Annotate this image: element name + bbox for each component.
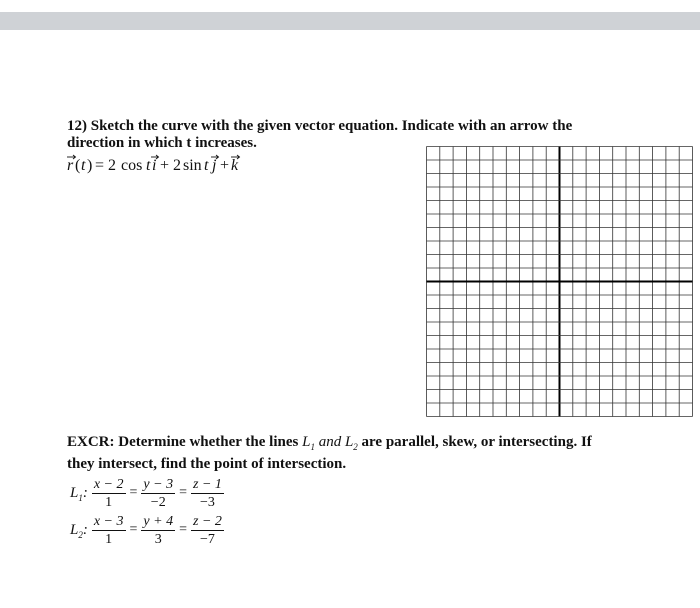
svg-text:(: ( xyxy=(75,157,81,174)
excr-problem xyxy=(67,434,627,473)
svg-text:t: t xyxy=(204,157,209,174)
l1-fraction-x xyxy=(92,476,126,511)
excr-line-1-part-a: EXCR: Determine whether the lines xyxy=(67,434,299,450)
grid-svg[interactable] xyxy=(426,146,693,417)
l1-fraction-z xyxy=(191,476,224,511)
l1-fy-den: −2 xyxy=(150,495,166,510)
l2-colon: : xyxy=(82,521,88,538)
svg-text:= 2: = 2 xyxy=(95,157,117,174)
line-equation-l2 xyxy=(70,513,226,548)
svg-text:): ) xyxy=(87,157,93,174)
l1-fraction-y xyxy=(141,476,175,511)
l1-name-sub: 1 xyxy=(78,492,83,503)
l2-fy-num: y + 4 xyxy=(143,514,174,529)
l1-name-letter: L xyxy=(70,484,79,501)
l2-letter: L xyxy=(344,434,354,450)
l1-name xyxy=(70,485,88,503)
svg-text:i: i xyxy=(152,157,157,174)
l1-eq-2: = xyxy=(179,484,187,500)
l2-name-sub: 2 xyxy=(78,529,83,540)
svg-text:t: t xyxy=(146,157,151,174)
problem-12-line-2: direction in which t increases. xyxy=(67,135,257,151)
l1-fz-num: z − 1 xyxy=(193,477,222,492)
l1-fx-den: 1 xyxy=(105,495,113,510)
l1-sub: 1 xyxy=(310,442,315,452)
l2-fx-num: x − 3 xyxy=(93,514,124,529)
svg-text:k: k xyxy=(231,157,239,174)
svg-text:+: + xyxy=(220,157,230,174)
l1-fx-num: x − 2 xyxy=(93,477,124,492)
l1-colon: : xyxy=(82,484,88,501)
l2-fraction-y xyxy=(141,513,175,548)
svg-text:sin: sin xyxy=(183,157,202,174)
top-bar xyxy=(0,12,700,30)
l2-eq-1: = xyxy=(129,521,138,537)
l2-fz-den: −7 xyxy=(200,532,215,547)
l2-fraction-x xyxy=(92,513,126,548)
svg-text:j: j xyxy=(212,157,217,174)
l2-fy-den: 3 xyxy=(154,532,162,547)
l2-fx-den: 1 xyxy=(105,532,113,547)
line-equation-l1 xyxy=(70,476,226,511)
problem-12-line-1: 12) Sketch the curve with the given vector equation. Indicate with an arrow the xyxy=(67,118,573,134)
svg-text:+ 2: + 2 xyxy=(160,157,182,174)
and-word: and xyxy=(318,434,342,450)
excr-line-1 xyxy=(67,434,627,456)
l1-inline xyxy=(302,434,315,450)
l1-fz-den: −3 xyxy=(200,495,215,510)
excr-line-2: they intersect, find the point of intersection. xyxy=(67,456,347,472)
graph-grid[interactable] xyxy=(426,146,693,422)
l2-name xyxy=(70,522,88,540)
l1-eq-1: = xyxy=(129,484,138,500)
svg-text:t: t xyxy=(81,157,86,174)
l2-inline xyxy=(345,434,358,450)
svg-text:cos: cos xyxy=(121,157,143,174)
l2-sub: 2 xyxy=(353,442,358,452)
l2-eq-2: = xyxy=(179,521,187,537)
excr-line-1-part-b: are parallel, skew, or intersecting. If xyxy=(361,434,592,450)
vector-equation-svg xyxy=(67,154,247,176)
l1-fy-num: y − 3 xyxy=(143,477,174,492)
l2-fz-num: z − 2 xyxy=(193,514,222,529)
l2-fraction-z xyxy=(191,513,224,548)
l2-name-letter: L xyxy=(70,521,79,538)
svg-text:r: r xyxy=(67,157,74,174)
l1-letter: L xyxy=(302,434,311,450)
